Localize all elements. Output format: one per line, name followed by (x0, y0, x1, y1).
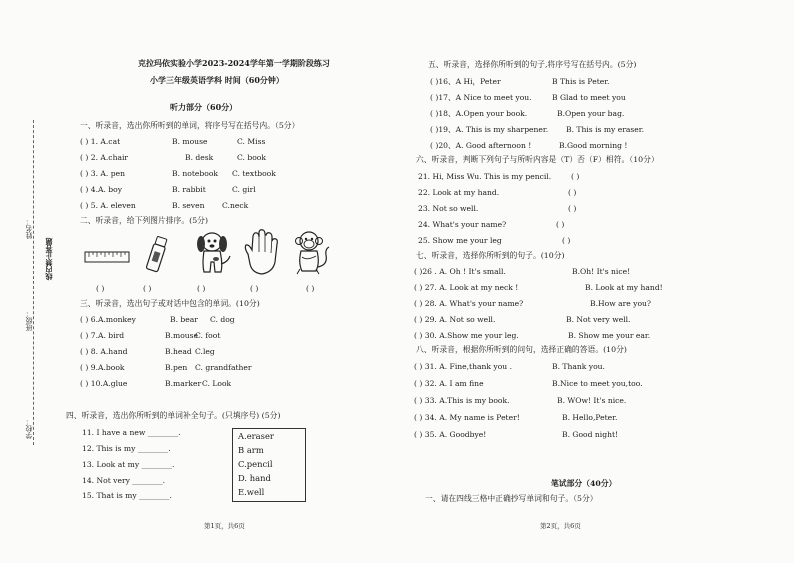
word-bank-box (232, 428, 306, 502)
listening-title: 听力部分（60分） (170, 102, 238, 112)
part1-q2-b: B. desk (185, 153, 214, 162)
part2-bracket-2[interactable]: ( ) (143, 284, 152, 293)
name-label: 姓名： (25, 218, 33, 239)
part1-instruction: 一、听录音，选出你所听到的单词，将序号写在括号内。（5分） (80, 121, 300, 130)
part7-q28-b: B.How are you? (590, 299, 651, 308)
part7-q26-b: B.Oh! It's nice! (572, 267, 631, 276)
part6-q21: 21. Hi, Miss Wu. This is my pencil. (418, 172, 552, 181)
part1-q3-c: C. textbook (232, 169, 276, 178)
part8-q34-b: B. Hello,Peter. (562, 413, 618, 422)
part3-q6-c: C. dog (210, 315, 235, 324)
exam-subtitle: 小学三年级英语学科 时间（60分钟） (150, 75, 284, 85)
part6-q22-answer[interactable]: ( ) (568, 188, 577, 197)
dog-picture (190, 228, 234, 278)
part4-s11[interactable]: 11. I have a new ________. (82, 428, 181, 437)
monkey-picture (292, 229, 332, 277)
part7-q26: ( )26 . A. Oh ! It's small. (414, 267, 506, 276)
part1-q4-c: C. girl (232, 185, 256, 194)
word-bank-option-b: B arm (238, 445, 264, 455)
glue-stick-picture (143, 234, 171, 274)
part5-q16-b: B This is Peter. (552, 77, 610, 86)
part8-q33: ( ) 33. A.This is my book. (414, 396, 510, 405)
part8-q35-b: B. Good night! (562, 430, 619, 439)
part1-q5: ( ) 5. A. eleven (80, 201, 136, 210)
part8-instruction: 八、听录音，根据你所听到的问句，选择正确的答语。(10分) (416, 345, 627, 354)
school-title: 克拉玛依实验小学2023-2024学年第一学期阶段练习 (138, 58, 330, 68)
writing-part1-instruction: 一、请在四线三格中正确抄写单词和句子。（5分） (425, 494, 598, 503)
part5-q16: ( )16、A Hi，Peter (430, 77, 501, 86)
class-label: 班级： (25, 310, 33, 331)
word-bank-option-d: D. hand (238, 473, 271, 483)
part5-q19: ( )19、A. This is my sharpener. (430, 125, 549, 134)
part1-q4-b: B. rabbit (172, 185, 206, 194)
part3-q8-c: C.leg (195, 347, 215, 356)
binding-dashed-line (33, 120, 34, 445)
part3-q7: ( ) 7.A. bird (80, 331, 125, 340)
part6-q24: 24. What's your name? (418, 220, 507, 229)
part3-q7-c: C. foot (195, 331, 221, 340)
part8-q35: ( ) 35. A. Goodbye! (414, 430, 487, 439)
part7-instruction: 七、听录音，选择你所听到的句子。(10分) (416, 251, 565, 260)
part8-q32-b: B.Nice to meet you,too. (552, 379, 643, 388)
part6-q23-answer[interactable]: ( ) (568, 204, 577, 213)
part7-q28: ( ) 28. A. What's your name? (414, 299, 524, 308)
part4-s15[interactable]: 15. That is my ________. (82, 491, 172, 500)
part2-bracket-3[interactable]: ( ) (197, 284, 206, 293)
part8-q31: ( ) 31. A. Fine,thank you . (414, 362, 513, 371)
part1-q5-c: C.neck (222, 201, 249, 210)
part1-q1-c: C. Miss (237, 137, 266, 146)
part3-q10-c: C. Look (202, 379, 232, 388)
part3-q7-b: B.mouse (165, 331, 199, 340)
part5-instruction: 五、听录音，选择你所听到的句子,将序号写在括号内。(5分) (428, 60, 637, 69)
part3-q9: ( ) 9.A.book (80, 363, 125, 372)
part3-q10-b: B.marker (165, 379, 202, 388)
part5-q17-b: B Glad to meet you (552, 93, 626, 102)
part6-instruction: 六、听录音，判断下列句子与所听内容是（T）否（F）相符。（10分） (416, 155, 659, 164)
part3-q6: ( ) 6.A.monkey (80, 315, 136, 324)
part1-q4: ( ) 4.A. boy (80, 185, 123, 194)
part5-q19-b: B. This is my eraser. (566, 125, 644, 134)
part3-q9-c: C. grandfather (195, 363, 252, 372)
part7-q29: ( ) 29. A. Not so well. (414, 315, 496, 324)
part7-q30: ( ) 30. A.Show me your leg. (414, 331, 519, 340)
part4-s13[interactable]: 13. Look at my ________. (82, 460, 175, 469)
part3-q9-b: B.pen (165, 363, 188, 372)
hand-picture (240, 228, 284, 278)
part3-q10: ( ) 10.A.glue (80, 379, 128, 388)
part5-q20: ( )20、A. Good afternoon ! (430, 141, 532, 150)
part2-instruction: 二、听录音，给下列图片排序。(5分) (80, 216, 208, 225)
part4-s12[interactable]: 12. This is my ________. (82, 444, 171, 453)
part1-q3-b: B. notebook (172, 169, 219, 178)
part5-q20-b: B.Good morning ! (559, 141, 628, 150)
writing-title: 笔试部分（40分） (551, 479, 617, 488)
page-footer-2: 第2页，共6页 (540, 522, 581, 530)
seal-line-text: 线内禁止答题 (44, 238, 53, 280)
part1-q1: ( ) 1. A.cat (80, 137, 121, 146)
part1-q2: ( ) 2. A.chair (80, 153, 129, 162)
part6-q25: 25. Show me your leg (418, 236, 502, 245)
part8-q32: ( ) 32. A. I am fine (414, 379, 484, 388)
part3-instruction: 三、听录音，选出句子或对话中包含的单词。(10分) (80, 299, 260, 308)
part6-q23: 23. Not so well. (418, 204, 479, 213)
part4-s14[interactable]: 14. Not very ________. (82, 476, 166, 485)
part7-q29-b: B. Not very well. (566, 315, 631, 324)
page-footer-1: 第1页，共6页 (204, 522, 245, 530)
ruler-picture (84, 248, 130, 266)
part4-instruction: 四、听录音，选出你所听到的单词补全句子。(只填序号) (5分) (66, 411, 281, 420)
part3-q6-b: B. bear (170, 315, 198, 324)
part6-q21-answer[interactable]: ( ) (571, 172, 580, 181)
part2-bracket-4[interactable]: ( ) (250, 284, 259, 293)
part8-q33-b: B. WOw! It's nice. (557, 396, 627, 405)
part3-q8-b: B.head (165, 347, 192, 356)
part1-q3: ( ) 3. A. pen (80, 169, 125, 178)
part6-q22: 22. Look at my hand. (418, 188, 500, 197)
part6-q25-answer[interactable]: ( ) (562, 236, 571, 245)
part1-q2-c: C. book (237, 153, 266, 162)
part7-q27: ( ) 27. A. Look at my neck ! (414, 283, 519, 292)
part1-q5-b: B. seven (172, 201, 205, 210)
part5-q17: ( )17、A Nice to meet you. (430, 93, 532, 102)
word-bank-option-a: A.eraser (238, 431, 274, 441)
part2-bracket-5[interactable]: ( ) (306, 284, 315, 293)
part5-q18: ( )18、A.Open your book. (430, 109, 528, 118)
part6-q24-answer[interactable]: ( ) (556, 220, 565, 229)
school-label: 学校： (25, 418, 33, 439)
part7-q27-b: B. Look at my hand! (585, 283, 663, 292)
part2-bracket-1[interactable]: ( ) (96, 284, 105, 293)
part5-q18-b: B.Open your bag. (557, 109, 625, 118)
word-bank-option-c: C.pencil (238, 459, 273, 469)
part7-q30-b: B. Show me your ear. (568, 331, 651, 340)
part8-q34: ( ) 34. A. My name is Peter! (414, 413, 520, 422)
part1-q1-b: B. mouse (172, 137, 208, 146)
word-bank-option-e: E.well (238, 487, 265, 497)
part3-q8: ( ) 8. A.hand (80, 347, 128, 356)
part8-q31-b: B. Thank you. (552, 362, 605, 371)
